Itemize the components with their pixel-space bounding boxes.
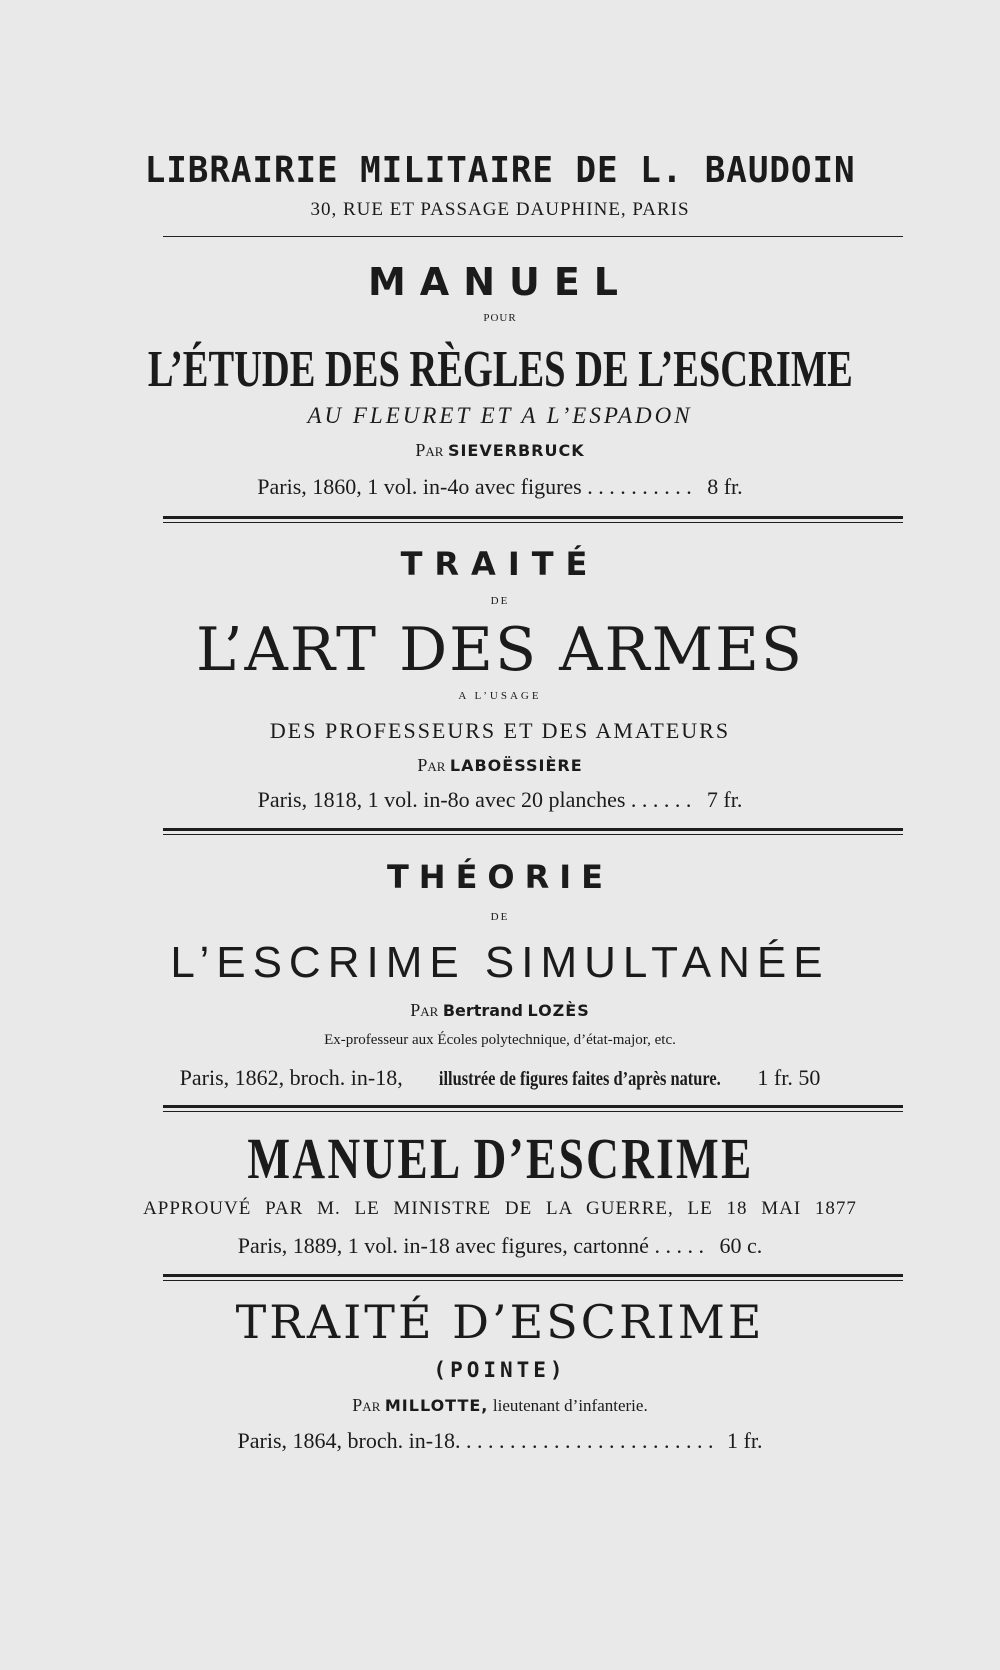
book-3-author-first: Bertrand <box>442 1001 523 1020</box>
by-label: Par <box>415 440 444 460</box>
book-3-author-line <box>0 1000 1000 1021</box>
book-2-title: L’ART DES ARMES <box>196 615 804 685</box>
book-1-title-text: L’ÉTUDE DES RÈGLES DE L’ESCRIME <box>147 341 853 398</box>
book-5-price: 1 fr. <box>727 1428 763 1453</box>
book-2-author-line <box>0 755 1000 776</box>
book-3-connector: DE <box>490 911 510 923</box>
book-1-price: 8 fr. <box>707 474 743 499</box>
book-2-author: LABOËSSIÈRE <box>449 756 583 775</box>
book-2-heading: TRAITÉ <box>400 545 600 583</box>
book-2-connector: DE <box>490 595 510 607</box>
book-1-connector: POUR <box>483 312 517 324</box>
publisher-address: 30, RUE ET PASSAGE DAUPHINE, PARIS <box>310 199 690 220</box>
book-3-imprint-line <box>0 1065 1000 1091</box>
book-5-imprint-line <box>0 1428 1000 1454</box>
book-1-author-line <box>0 440 1000 461</box>
book-3-imprint: Paris, 1862, broch. in-18, <box>179 1065 403 1090</box>
book-2-imprint: Paris, 1818, 1 vol. in-8o avec 20 planches . . . . . . <box>257 787 692 812</box>
divider <box>163 828 903 835</box>
book-3-title: L’ESCRIME SIMULTANÉE <box>170 938 830 987</box>
divider <box>163 1105 903 1112</box>
book-3-heading: THÉORIE <box>386 858 614 896</box>
publisher-name-text: LIBRAIRIE MILITAIRE DE L. BAUDOIN <box>144 150 856 191</box>
by-label: Par <box>417 755 446 775</box>
book-4-title <box>0 1125 1000 1192</box>
book-1-author: SIEVERBRUCK <box>447 441 585 460</box>
by-label: Par <box>410 1000 439 1020</box>
book-2-subtitle: DES PROFESSEURS ET DES AMATEURS <box>269 718 731 743</box>
book-4-price: 60 c. <box>719 1233 763 1258</box>
book-5-title: TRAITÉ D’ESCRIME <box>235 1295 765 1349</box>
book-2-price: 7 fr. <box>706 787 743 812</box>
book-3-author: LOZÈS <box>527 1001 590 1020</box>
divider <box>163 1274 903 1281</box>
book-4-title-text: MANUEL D’ESCRIME <box>246 1126 754 1191</box>
book-4-subtitle: APPROUVÉ PAR M. LE MINISTRE DE LA GUERRE, LE 18 MAI 1877 <box>143 1198 857 1219</box>
book-1-title <box>0 340 1000 399</box>
book-4-imprint-line <box>0 1233 1000 1259</box>
by-label: Par <box>352 1395 381 1415</box>
book-1-heading: MANUEL <box>367 260 633 304</box>
divider <box>163 516 903 523</box>
book-1-imprint-line <box>0 474 1000 500</box>
book-4-imprint: Paris, 1889, 1 vol. in-18 avec figures, cartonné . . . . . <box>237 1233 704 1258</box>
book-2-imprint-line <box>0 787 1000 813</box>
book-3-price: 1 fr. 50 <box>757 1065 821 1090</box>
book-3-note: Ex-professeur aux Écoles polytechnique, d’état-major, etc. <box>324 1032 676 1048</box>
book-5-author-note: lieutenant d’infanterie. <box>492 1396 648 1415</box>
book-1-subtitle: AU FLEURET ET A L’ESPADON <box>307 403 693 428</box>
book-1-imprint: Paris, 1860, 1 vol. in-4o avec figures . . . . . . . . . . <box>257 474 692 499</box>
book-5-imprint: Paris, 1864, broch. in-18. . . . . . . . . . . . . . . . . . . . . . . . <box>237 1428 714 1453</box>
book-5-author-line <box>0 1395 1000 1416</box>
book-5-author: MILLOTTE, <box>384 1396 489 1415</box>
divider <box>163 236 903 237</box>
book-3-imprint-detail: illustrée de figures faites d’après nature. <box>439 1068 721 1090</box>
publisher-name <box>0 150 1000 191</box>
book-2-connector-2: A L’USAGE <box>458 690 542 702</box>
book-5-subtitle: (POINTE) <box>433 1358 567 1382</box>
